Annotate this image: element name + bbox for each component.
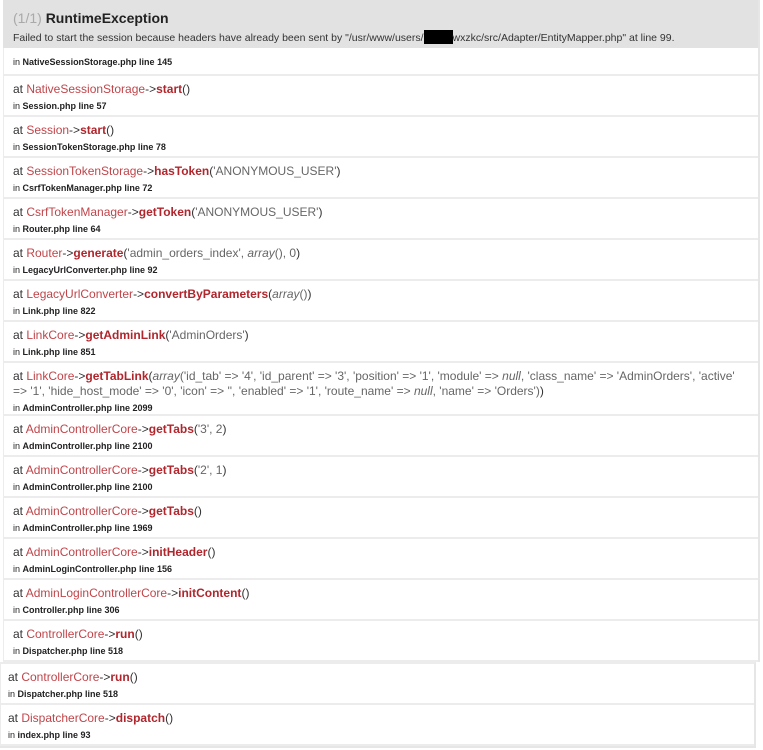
at-label: at <box>13 123 27 137</box>
exception-title <box>13 9 748 27</box>
redacted-block <box>424 30 453 44</box>
method-name: generate <box>73 246 124 260</box>
arg-keyword: array <box>152 369 180 383</box>
frame-call <box>13 545 748 560</box>
frame-location <box>13 604 748 617</box>
frame-location <box>13 305 748 318</box>
method-name: getAdminLink <box>85 328 166 342</box>
exception-count: (1/1) <box>13 10 42 26</box>
at-label: at <box>13 422 26 436</box>
close-paren: ) <box>296 246 301 260</box>
class-name[interactable]: ControllerCore <box>21 670 100 684</box>
arg-text: , 'name' => 'Orders') <box>432 384 540 398</box>
open-paren: ( <box>182 82 187 96</box>
file-line: index.php line 93 <box>17 730 91 740</box>
frame-location <box>13 645 748 658</box>
arrow: -> <box>133 287 145 301</box>
open-paren: ( <box>241 586 246 600</box>
open-paren: ( <box>193 422 198 436</box>
trace-frame <box>3 457 758 498</box>
file-line: Dispatcher.php line 518 <box>17 689 119 699</box>
method-name: run <box>110 670 130 684</box>
close-paren: ) <box>197 504 202 518</box>
frame-call <box>13 586 748 601</box>
method-name: start <box>156 82 183 96</box>
file-line: Session.php line 57 <box>22 101 107 111</box>
in-label: in <box>8 730 18 740</box>
close-paren: ) <box>222 422 227 436</box>
frame-location <box>13 264 748 277</box>
exception-message <box>13 30 748 45</box>
trace-frame <box>0 705 754 746</box>
at-label: at <box>8 711 22 725</box>
exception-type: RuntimeException <box>45 10 169 26</box>
frame-call <box>13 463 748 478</box>
arg-text: (), 0 <box>274 246 297 260</box>
in-label: in <box>13 482 23 492</box>
arrow: -> <box>145 82 157 96</box>
arg-text: 'admin_orders_index', <box>127 246 248 260</box>
arrow: -> <box>62 246 74 260</box>
method-name: initContent <box>178 586 242 600</box>
file-line: Dispatcher.php line 518 <box>22 646 124 656</box>
trace-frame <box>3 322 758 363</box>
in-label: in <box>13 306 23 316</box>
method-name: dispatch <box>115 711 166 725</box>
arrow: -> <box>137 463 149 477</box>
arg-text: , 'class_name' => 'AdminOrders', 'active' => '1', 'hide_host_mode' => '0', 'icon' => '', 'enabled' => '1', 'route_name' => <box>13 369 735 398</box>
at-label: at <box>13 369 27 383</box>
at-label: at <box>13 504 26 518</box>
arrow: -> <box>74 328 86 342</box>
frame-call <box>13 627 748 642</box>
exception-panel <box>3 0 760 662</box>
trace-frame <box>3 621 758 662</box>
class-name[interactable]: LinkCore <box>26 369 75 383</box>
file-line: LegacyUrlConverter.php line 92 <box>22 265 158 275</box>
arrow: -> <box>167 586 179 600</box>
frame-args <box>198 422 223 436</box>
frame-args <box>213 164 336 178</box>
file-line: Controller.php line 306 <box>22 605 120 615</box>
method-name: getTabLink <box>85 369 149 383</box>
exception-header <box>3 0 758 48</box>
arrow: -> <box>127 205 139 219</box>
at-label: at <box>13 205 27 219</box>
arrow: -> <box>137 504 149 518</box>
trace-frame <box>3 281 758 322</box>
arrow: -> <box>137 545 149 559</box>
open-paren: ( <box>165 711 170 725</box>
file-line: AdminController.php line 2100 <box>22 482 153 492</box>
frame-call <box>13 287 748 302</box>
stack-trace-tail <box>0 664 754 746</box>
frame-call <box>13 328 748 343</box>
origin-file: NativeSessionStorage.php line 145 <box>22 57 173 67</box>
class-name[interactable]: LinkCore <box>26 328 75 342</box>
at-label: at <box>13 328 27 342</box>
frame-args <box>272 287 307 301</box>
close-paren: ) <box>222 463 227 477</box>
open-paren: ( <box>106 123 111 137</box>
close-paren: ) <box>336 164 341 178</box>
trace-frame <box>3 240 758 281</box>
close-paren: ) <box>138 627 143 641</box>
file-line: AdminLoginController.php line 156 <box>22 564 173 574</box>
method-name: getTabs <box>148 422 194 436</box>
trace-frame <box>3 539 758 580</box>
trace-frame <box>3 363 758 416</box>
open-paren: ( <box>207 545 212 559</box>
frame-call <box>13 123 748 138</box>
method-name: getToken <box>138 205 192 219</box>
arg-keyword: array <box>272 287 300 301</box>
class-name[interactable]: AdminControllerCore <box>25 545 138 559</box>
at-label: at <box>13 246 27 260</box>
class-name[interactable]: CsrfTokenManager <box>26 205 128 219</box>
close-paren: ) <box>211 545 216 559</box>
in-label: in <box>13 142 23 152</box>
at-label: at <box>13 164 27 178</box>
close-paren: ) <box>318 205 323 219</box>
open-paren: ( <box>191 205 196 219</box>
frame-location <box>13 402 748 415</box>
frame-args <box>195 205 318 219</box>
arg-text: 'AdminOrders' <box>169 328 245 342</box>
frame-location <box>13 440 748 453</box>
arg-text: 'ANONYMOUS_USER' <box>213 164 337 178</box>
in-label: in <box>13 564 23 574</box>
class-name[interactable]: AdminControllerCore <box>25 422 138 436</box>
open-paren: ( <box>123 246 128 260</box>
open-paren: ( <box>209 164 214 178</box>
exception-origin <box>3 48 758 76</box>
in-label: in <box>13 523 23 533</box>
method-name: convertByParameters <box>144 287 269 301</box>
close-paren: ) <box>307 287 312 301</box>
in-label: in <box>13 403 23 413</box>
trace-frame <box>3 117 758 158</box>
frame-location <box>13 141 748 154</box>
arg-keyword: array <box>247 246 275 260</box>
frame-location <box>13 481 748 494</box>
method-name: hasToken <box>154 164 210 178</box>
open-paren: ( <box>134 627 139 641</box>
open-paren: ( <box>193 504 198 518</box>
arg-keyword: null <box>413 384 433 398</box>
close-paren: ) <box>539 384 544 398</box>
trace-frame <box>0 664 754 705</box>
frame-args <box>169 328 244 342</box>
method-name: getTabs <box>148 504 194 518</box>
arg-text: '2', 1 <box>197 463 223 477</box>
close-paren: ) <box>110 123 115 137</box>
close-paren: ) <box>169 711 174 725</box>
file-line: AdminController.php line 1969 <box>22 523 153 533</box>
in-label: in <box>13 347 23 357</box>
arg-text: () <box>299 287 308 301</box>
close-paren: ) <box>244 328 249 342</box>
frame-location <box>13 522 748 535</box>
method-name: run <box>115 627 135 641</box>
file-line: CsrfTokenManager.php line 72 <box>22 183 153 193</box>
file-line: AdminController.php line 2100 <box>22 441 153 451</box>
open-paren: ( <box>268 287 273 301</box>
trace-frame <box>3 580 758 621</box>
in-label: in <box>13 265 23 275</box>
in-label: in <box>8 689 18 699</box>
method-name: getTabs <box>148 463 194 477</box>
trace-frame <box>3 416 758 457</box>
arrow: -> <box>99 670 111 684</box>
open-paren: ( <box>148 369 153 383</box>
method-name: start <box>80 123 107 137</box>
in-label: in <box>13 441 23 451</box>
arg-keyword: null <box>502 369 521 383</box>
frame-args <box>127 246 296 260</box>
class-name[interactable]: NativeSessionStorage <box>26 82 146 96</box>
arrow: -> <box>69 123 81 137</box>
class-name[interactable]: DispatcherCore <box>21 711 105 725</box>
frame-call <box>13 504 748 519</box>
in-label: in <box>13 224 23 234</box>
class-name[interactable]: SessionTokenStorage <box>26 164 144 178</box>
close-paren: ) <box>186 82 191 96</box>
frame-location <box>13 563 748 576</box>
arrow: -> <box>143 164 155 178</box>
open-paren: ( <box>165 328 170 342</box>
frame-call <box>8 711 744 726</box>
frame-call <box>13 369 748 399</box>
file-line: Link.php line 851 <box>22 347 96 357</box>
at-label: at <box>8 670 22 684</box>
trace-frame <box>3 498 758 539</box>
frame-call <box>13 246 748 261</box>
frame-location <box>8 688 744 701</box>
at-label: at <box>13 287 27 301</box>
at-label: at <box>13 627 27 641</box>
frame-location <box>13 223 748 236</box>
open-paren: ( <box>129 670 134 684</box>
arg-text: '3', 2 <box>197 422 223 436</box>
frame-location <box>13 100 748 113</box>
frame-call <box>13 82 748 97</box>
frame-call <box>13 422 748 437</box>
file-line: SessionTokenStorage.php line 78 <box>22 142 166 152</box>
class-name[interactable]: Session <box>26 123 70 137</box>
frame-location <box>13 182 748 195</box>
in-label: in <box>13 646 23 656</box>
frame-call <box>13 205 748 220</box>
in-label: in <box>13 605 23 615</box>
arrow: -> <box>104 711 116 725</box>
close-paren: ) <box>245 586 250 600</box>
message-text: Failed to start the session because headers have already been sent by "/usr/www/users/ <box>13 32 424 44</box>
frame-call <box>13 164 748 179</box>
arg-text: 'ANONYMOUS_USER' <box>195 205 319 219</box>
method-name: initHeader <box>148 545 208 559</box>
class-name[interactable]: AdminControllerCore <box>25 463 138 477</box>
stack-trace <box>3 76 758 662</box>
in-label: in <box>13 183 23 193</box>
class-name[interactable]: Router <box>26 246 63 260</box>
at-label: at <box>13 82 27 96</box>
frame-location <box>13 346 748 359</box>
trace-frame <box>3 158 758 199</box>
file-line: AdminController.php line 2099 <box>22 403 153 413</box>
class-name[interactable]: AdminLoginControllerCore <box>25 586 168 600</box>
frame-location <box>8 729 744 742</box>
class-name[interactable]: ControllerCore <box>26 627 105 641</box>
in-label: in <box>13 101 23 111</box>
frame-call <box>8 670 744 685</box>
arrow: -> <box>74 369 86 383</box>
trace-frame <box>3 76 758 117</box>
at-label: at <box>13 545 26 559</box>
at-label: at <box>13 586 26 600</box>
file-line: Router.php line 64 <box>22 224 101 234</box>
arrow: -> <box>104 627 116 641</box>
message-text-end: wxzkc/src/Adapter/EntityMapper.php" at line 99. <box>452 32 675 44</box>
stack-trace-continued <box>0 662 756 748</box>
in-label: in <box>13 57 21 67</box>
class-name[interactable]: AdminControllerCore <box>25 504 138 518</box>
class-name[interactable]: LegacyUrlConverter <box>26 287 134 301</box>
trace-frame <box>3 199 758 240</box>
close-paren: ) <box>133 670 138 684</box>
arrow: -> <box>137 422 149 436</box>
frame-args <box>198 463 223 477</box>
at-label: at <box>13 463 26 477</box>
file-line: Link.php line 822 <box>22 306 96 316</box>
open-paren: ( <box>193 463 198 477</box>
arg-text: ('id_tab' => '4', 'id_parent' => '3', 'position' => '1', 'module' => <box>179 369 503 383</box>
